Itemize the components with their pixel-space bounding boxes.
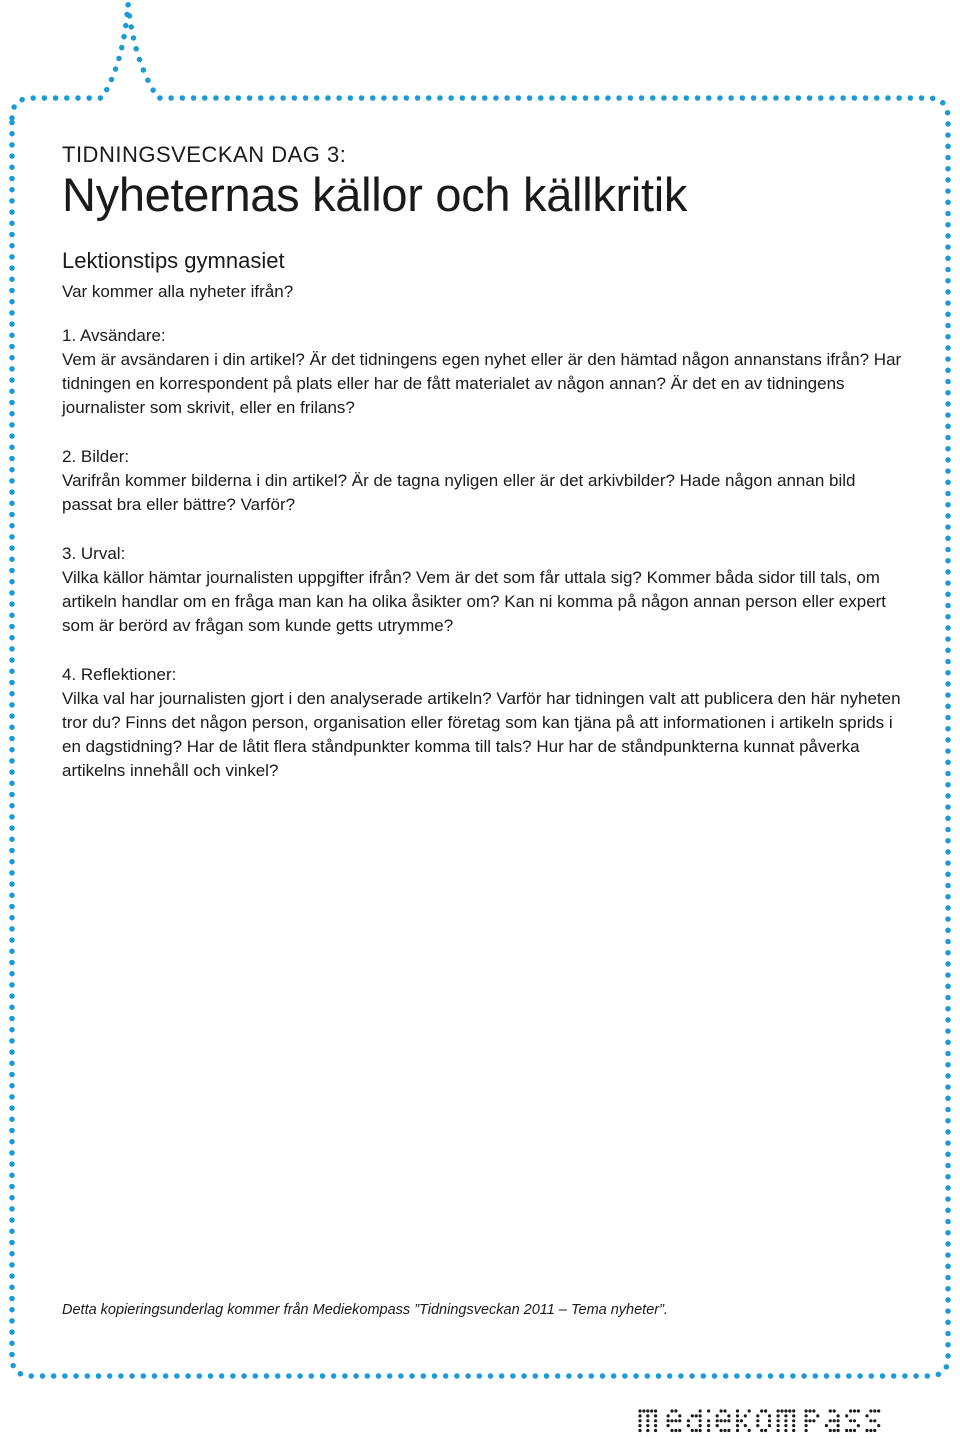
logo-dot: [642, 1409, 645, 1412]
logo-dot: [853, 1429, 856, 1432]
logo-dot: [727, 1429, 730, 1432]
logo-dot: [638, 1414, 641, 1417]
section-heading: 3. Urval:: [62, 544, 126, 563]
logo-dot: [777, 1429, 780, 1432]
logo-dot: [812, 1419, 815, 1422]
logo-dot: [760, 1429, 763, 1432]
logo-dot: [638, 1409, 641, 1412]
logo-dot: [727, 1414, 730, 1417]
logo-dot: [857, 1424, 860, 1427]
logo-dot: [654, 1424, 657, 1427]
logo-dot: [805, 1409, 808, 1412]
logo-dot: [740, 1419, 743, 1422]
logo-dot: [723, 1429, 726, 1432]
logo-dot: [720, 1409, 723, 1412]
logo-dot: [788, 1409, 791, 1412]
section-reflections: [62, 663, 902, 783]
logo-dot: [716, 1424, 719, 1427]
logo-dot: [812, 1409, 815, 1412]
logo-dot: [833, 1419, 836, 1422]
logo-dot: [784, 1409, 787, 1412]
logo-dot: [646, 1414, 649, 1417]
page-title: Nyheternas källor och källkritik: [62, 168, 688, 221]
section-heading: 1. Avsändare:: [62, 326, 166, 345]
logo-dot: [654, 1429, 657, 1432]
logo-dot: [670, 1409, 673, 1412]
logo-dot: [829, 1409, 832, 1412]
section-body: Vilka källor hämtar journalisten uppgifter ifrån? Vem är det som får uttala sig? Kommer båda sidor till tals, om artikeln handlar om en fråga man kan ha olika åsikter om? Kan ni komma på någon annan person eller expert som är berörd av frågan som kunde getts utrymme?: [62, 568, 887, 635]
logo-dot: [646, 1409, 649, 1412]
logo-dot: [777, 1419, 780, 1422]
logo-dot: [869, 1429, 872, 1432]
logo-dot: [654, 1419, 657, 1422]
lesson-subheading: Var kommer alla nyheter ifrån?: [62, 282, 294, 301]
logo-dot: [833, 1409, 836, 1412]
logo-dot: [768, 1414, 771, 1417]
logo-dot: [764, 1429, 767, 1432]
logo-dot: [720, 1429, 723, 1432]
logo-dot: [723, 1419, 726, 1422]
logo-dot: [727, 1419, 730, 1422]
mediekompass-logo: [636, 1403, 956, 1437]
logo-dot: [674, 1429, 677, 1432]
logo-dot: [736, 1424, 739, 1427]
section-sender: [62, 324, 902, 420]
logo-dot: [869, 1409, 872, 1412]
logo-dot: [829, 1429, 832, 1432]
footer-note: Detta kopieringsunderlag kommer från Mediekompass ”Tidningsveckan 2011 – Tema nyheter”.: [62, 1302, 668, 1318]
logo-dot: [687, 1424, 690, 1427]
logo-dot: [667, 1424, 670, 1427]
logo-dot: [784, 1414, 787, 1417]
logo-dot: [792, 1429, 795, 1432]
logo-dot: [678, 1414, 681, 1417]
logo-dot: [716, 1414, 719, 1417]
logo-dot: [646, 1429, 649, 1432]
logo-dot: [792, 1424, 795, 1427]
section-images: [62, 445, 902, 517]
logo-dot: [756, 1419, 759, 1422]
logo-dot: [699, 1424, 702, 1427]
logo-dot: [837, 1429, 840, 1432]
section-heading: 4. Reflektioner:: [62, 665, 177, 684]
logo-dot: [736, 1419, 739, 1422]
logo-dot: [646, 1424, 649, 1427]
logo-dot: [691, 1429, 694, 1432]
logo-dot: [674, 1419, 677, 1422]
logo-dot: [678, 1429, 681, 1432]
logo-dot: [805, 1419, 808, 1422]
section-selection: [62, 542, 902, 638]
logo-dot: [873, 1419, 876, 1422]
logo-dot: [768, 1419, 771, 1422]
logo-dot: [768, 1424, 771, 1427]
logo-dot: [707, 1429, 710, 1432]
logo-dot: [716, 1419, 719, 1422]
logo-letters: [638, 1409, 880, 1432]
question-sections: [62, 324, 902, 808]
logo-dot: [833, 1429, 836, 1432]
logo-dot: [699, 1414, 702, 1417]
logo-dot: [837, 1424, 840, 1427]
logo-dot: [853, 1419, 856, 1422]
logo-dot: [638, 1424, 641, 1427]
logo-dot: [837, 1414, 840, 1417]
logo-dot: [687, 1419, 690, 1422]
logo-dot: [849, 1419, 852, 1422]
logo-dot: [646, 1419, 649, 1422]
logo-dot: [849, 1429, 852, 1432]
series-title: TIDNINGSVECKAN DAG 3:: [62, 142, 347, 167]
logo-dot: [720, 1419, 723, 1422]
logo-dot: [873, 1429, 876, 1432]
logo-dot: [780, 1409, 783, 1412]
lesson-heading: Lektionstips gymnasiet: [62, 248, 285, 273]
logo-dot: [699, 1429, 702, 1432]
logo-dot: [744, 1414, 747, 1417]
logo-dot: [670, 1429, 673, 1432]
logo-dot: [695, 1414, 698, 1417]
logo-dot: [865, 1429, 868, 1432]
logo-dot: [760, 1409, 763, 1412]
logo-dot: [707, 1424, 710, 1427]
logo-dot: [877, 1424, 880, 1427]
logo-dot: [670, 1419, 673, 1422]
logo-dot: [654, 1414, 657, 1417]
logo-dot: [877, 1409, 880, 1412]
logo-dot: [808, 1419, 811, 1422]
logo-dot: [667, 1419, 670, 1422]
logo-dot: [792, 1414, 795, 1417]
logo-dot: [638, 1429, 641, 1432]
logo-dot: [869, 1419, 872, 1422]
logo-dot: [667, 1414, 670, 1417]
logo-dot: [650, 1409, 653, 1412]
logo-dot: [865, 1414, 868, 1417]
logo-dot: [792, 1419, 795, 1422]
logo-dot: [792, 1409, 795, 1412]
logo-dot: [756, 1414, 759, 1417]
logo-dot: [829, 1419, 832, 1422]
section-body: Varifrån kommer bilderna i din artikel? Är de tagna nyligen eller är det arkivbilder? Hade någon annan bild passat bra eller bättre? Varför?: [62, 471, 856, 514]
logo-dot: [736, 1429, 739, 1432]
logo-dot: [805, 1414, 808, 1417]
logo-dot: [825, 1424, 828, 1427]
logo-dot: [674, 1409, 677, 1412]
logo-dot: [784, 1419, 787, 1422]
logo-dot: [691, 1414, 694, 1417]
section-body: Vilka val har journalisten gjort i den analyserade artikeln? Varför har tidningen valt att publicera den här nyheten tror du? Finns det någon person, organisation eller företag som kan tjäna på att informationen i artikeln sprids i en dagstidning? Har de låtit flera ståndpunkter komma till tals? Hur har de ståndpunkterna kunnat påverka artikelns innehåll och vinkel?: [62, 689, 901, 780]
logo-dot: [816, 1414, 819, 1417]
logo-dot: [707, 1419, 710, 1422]
logo-dot: [707, 1409, 710, 1412]
logo-dot: [784, 1429, 787, 1432]
logo-dot: [654, 1409, 657, 1412]
logo-dot: [699, 1419, 702, 1422]
logo-dot: [695, 1429, 698, 1432]
logo-dot: [777, 1424, 780, 1427]
section-heading: 2. Bilder:: [62, 447, 130, 466]
logo-dot: [849, 1409, 852, 1412]
logo-dot: [777, 1409, 780, 1412]
logo-dot: [784, 1424, 787, 1427]
logo-dot: [736, 1414, 739, 1417]
section-body: Vem är avsändaren i din artikel? Är det tidningens egen nyhet eller är den hämtad någon annanstans ifrån? Har tidningen en korrespondent på plats eller har de fått materialet av någon annan? Är det en av tidningens journalister som skrivit, eller en frilans?: [62, 350, 902, 417]
logo-dot: [805, 1429, 808, 1432]
logo-dot: [805, 1424, 808, 1427]
logo-dot: [845, 1429, 848, 1432]
logo-dot: [723, 1409, 726, 1412]
logo-dot: [808, 1409, 811, 1412]
logo-dot: [853, 1409, 856, 1412]
logo-dot: [764, 1409, 767, 1412]
logo-dot: [837, 1419, 840, 1422]
logo-dot: [873, 1409, 876, 1412]
logo-dot: [756, 1424, 759, 1427]
logo-dot: [777, 1414, 780, 1417]
logo-dot: [744, 1424, 747, 1427]
logo-dot: [699, 1409, 702, 1412]
logo-dot: [736, 1409, 739, 1412]
logo-dot: [748, 1409, 751, 1412]
logo-dot: [748, 1429, 751, 1432]
logo-dot: [857, 1409, 860, 1412]
logo-dot: [638, 1419, 641, 1422]
logo-dot: [845, 1414, 848, 1417]
logo-dot: [678, 1419, 681, 1422]
